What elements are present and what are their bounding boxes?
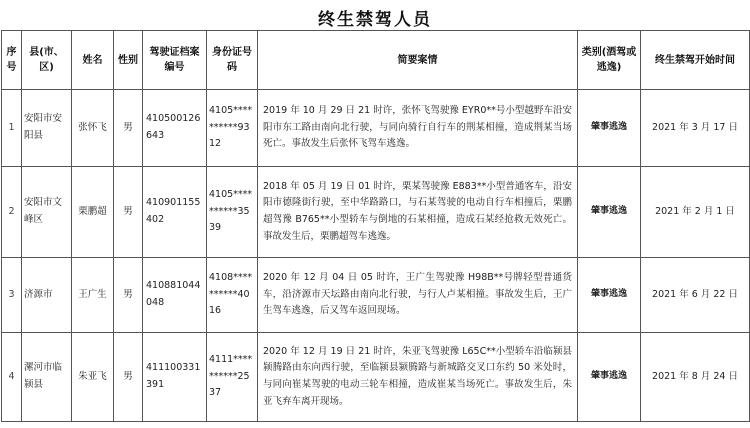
cell-case: 2018 年 05 月 19 日 01 时许，栗某驾驶豫 E883**小型普通客车，沿安阳市德隆街行驶，至中华路路口，与石某驾驶的电动自行车相撞后，栗鹏超驾豫 B765**小型轿车与倒地的石某相撞，造成石某经抢救无效死亡。事故发生后，栗鹏超驾车逃逸。	[258, 167, 578, 258]
table-row	[2, 167, 750, 258]
cell-category: 肇事逃逸	[578, 90, 641, 167]
header-gender: 性别	[114, 31, 143, 90]
header-county: 县(市、区)	[22, 31, 72, 90]
header-category: 类别(酒驾或逃逸)	[578, 31, 641, 90]
table-row	[2, 258, 750, 333]
table-row	[2, 90, 750, 167]
cell-gender: 男	[114, 90, 143, 167]
cell-name: 张怀飞	[72, 90, 114, 167]
header-idnum: 身份证号码	[207, 31, 258, 90]
header-start: 终生禁驾开始时间	[641, 31, 750, 90]
cell-start: 2021 年 3 月 17 日	[641, 90, 750, 167]
cell-county: 安阳市文峰区	[22, 167, 72, 258]
cell-gender: 男	[114, 258, 143, 333]
header-seq: 序号	[2, 31, 22, 90]
table-header-row	[2, 31, 750, 90]
cell-category: 肇事逃逸	[578, 167, 641, 258]
cell-county: 安阳市安阳县	[22, 90, 72, 167]
cell-name: 王广生	[72, 258, 114, 333]
cell-case: 2019 年 10 月 29 日 21 时许，张怀飞驾驶豫 EYR0**号小型越野车沿安阳市东工路由南向北行驶，与同向骑行自行车的荆某相撞，造成荆某当场死亡。事故发生后张怀飞驾车逃逸。	[258, 90, 578, 167]
cell-license: 411100331391	[143, 333, 207, 422]
cell-license: 410881044048	[143, 258, 207, 333]
cell-seq: 3	[2, 258, 22, 333]
header-case: 简要案情	[258, 31, 578, 90]
cell-case: 2020 年 12 月 19 日 21 时许，朱亚飞驾驶豫 L65C**小型轿车沿临颍县颍腾路由东向西行驶，至临颍县颍腾路与新城路交叉口东约 50 米处时，与同向崔某驾驶的电动三轮车相撞，造成崔某当场死亡。事故发生后，朱亚飞弃车离开现场。	[258, 333, 578, 422]
cell-county: 济源市	[22, 258, 72, 333]
cell-seq: 4	[2, 333, 22, 422]
cell-start: 2021 年 6 月 22 日	[641, 258, 750, 333]
cell-category: 肇事逃逸	[578, 333, 641, 422]
cell-license: 410901155402	[143, 167, 207, 258]
header-name: 姓名	[72, 31, 114, 90]
cell-county: 漯河市临颍县	[22, 333, 72, 422]
cell-case: 2020 年 12 月 04 日 05 时许，王广生驾驶豫 H98B**号牌轻型普通货车，沿济源市天坛路由南向北行驶，与行人卢某相撞。事故发生后，王广生驾车逃逸，后又驾车返回现场。	[258, 258, 578, 333]
cell-gender: 男	[114, 167, 143, 258]
cell-start: 2021 年 2 月 1 日	[641, 167, 750, 258]
cell-seq: 2	[2, 167, 22, 258]
header-license: 驾驶证档案编号	[143, 31, 207, 90]
page-title: 终生禁驾人员	[318, 10, 432, 30]
cell-name: 朱亚飞	[72, 333, 114, 422]
cell-license: 410500126643	[143, 90, 207, 167]
cell-idnum: 4105**********9312	[207, 90, 258, 167]
cell-start: 2021 年 8 月 24 日	[641, 333, 750, 422]
cell-name: 栗鹏超	[72, 167, 114, 258]
cell-idnum: 4111**********2537	[207, 333, 258, 422]
cell-seq: 1	[2, 90, 22, 167]
cell-category: 肇事逃逸	[578, 258, 641, 333]
banned-drivers-table	[1, 30, 750, 422]
cell-gender: 男	[114, 333, 143, 422]
cell-idnum: 4108**********4016	[207, 258, 258, 333]
table-row	[2, 333, 750, 422]
cell-idnum: 4105**********3539	[207, 167, 258, 258]
